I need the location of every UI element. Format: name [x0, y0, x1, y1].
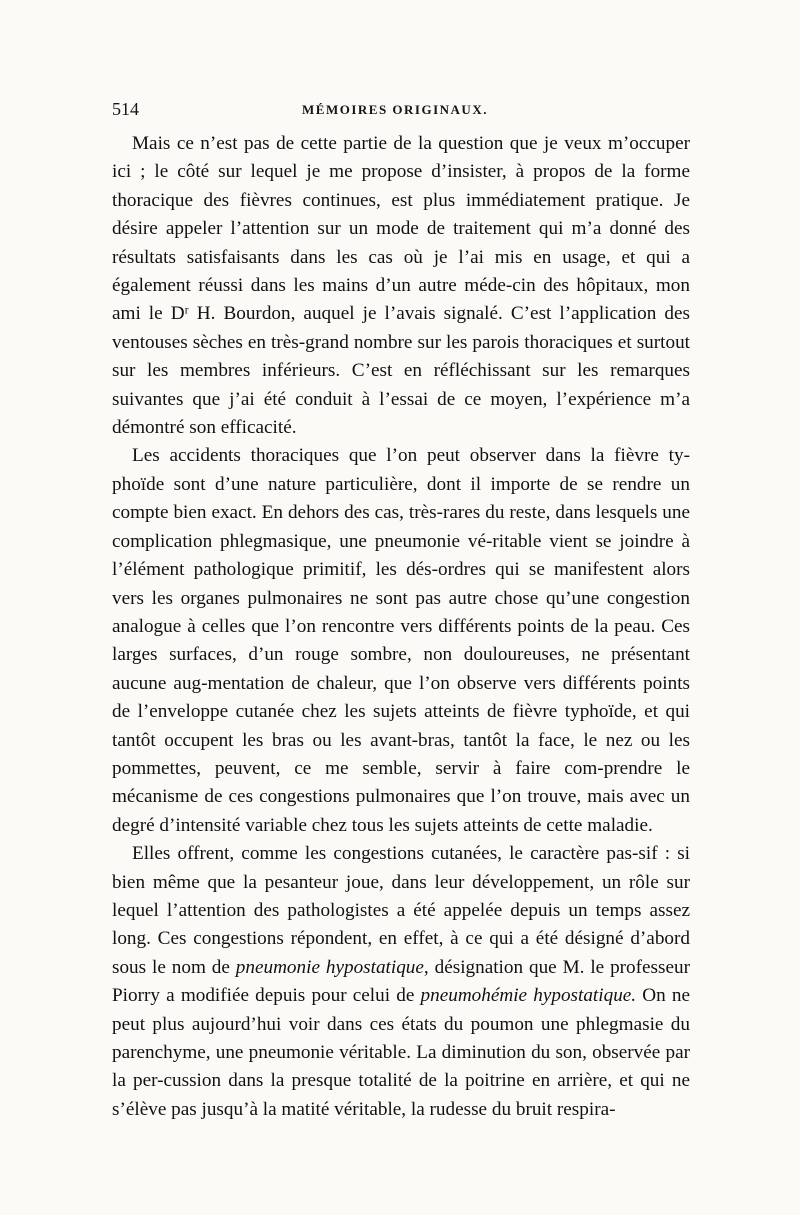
body-text [112, 130, 690, 1124]
paragraph-3-text-b: , désignation que M. le professeur Piorry a modifiée depuis pour celui de [112, 956, 690, 1007]
term-pneumohemie-hypostatique: pneumohémie hypostatique. [420, 985, 637, 1007]
term-pneumonie-hypostatique: pneumonie hypostatique [235, 956, 424, 978]
running-title: MÉMOIRES ORIGINAUX. [302, 102, 488, 117]
page-header [112, 97, 690, 127]
paragraph-2: Les accidents thoraciques que l’on peut observer dans la fièvre ty-phoïde sont d’une nature particulière, dont il importe de se rendre un compte bien exact. En dehors des cas, très-rares du reste, dans lesquels une complication phlegmasique, une pneumonie vé-ritable vient se joindre à l’élément pathologique primitif, les dés-ordres qui se manifestent alors vers les organes pulmonaires ne sont pas autre chose qu’une congestion analogue à celles que l’on rencontre vers différents points de la peau. Ces larges surfaces, d’un rouge sombre, non douloureuses, ne présentant aucune aug-mentation de chaleur, que l’on observe vers différents points de l’enveloppe cutanée chez les sujets atteints de fièvre typhoïde, et qui tantôt occupent les bras ou les avant-bras, tantôt la face, le nez ou les pommettes, peuvent, ce me semble, servir à faire com-prendre le mécanisme de ces congestions pulmonaires que l’on trouve, mais avec un degré d’intensité variable chez tous les sujets atteints de cette maladie. [112, 445, 690, 836]
paragraph-3-text-c: On ne peut plus aujourd’hui voir dans ces états du poumon une phlegmasie du parenchyme, une pneumonie véritable. La diminution du son, observée par la per-cussion dans la presque totalité de la poitrine en arrière, et qui ne s’élève pas jusqu’à la matité véritable, la rudesse du bruit respira- [112, 985, 691, 1120]
paragraph-3-text-a: Elles offrent, comme les congestions cutanées, le caractère pas-sif : si bien même que la pesanteur joue, dans leur développement, un rôle sur lequel l’attention des pathologistes a été appelée depuis un temps assez long. Ces congestions répondent, en effet, à ce qui a été désigné d’abord sous le nom de [112, 843, 690, 978]
paragraph-3 [112, 840, 690, 1124]
paragraph-1: Mais ce n’est pas de cette partie de la question que je veux m’occuper ici ; le côté sur lequel je me propose d’insister, à propos de la forme thoracique des fièvres continues, est plus immédiatement pratique. Je désire appeler l’attention sur un mode de traitement qui m’a donné des résultats satisfaisants dans les cas où je l’ai mis en usage, et qui a également réussi dans les mains d’un autre méde-cin des hôpitaux, mon ami le Dʳ H. Bourdon, auquel je l’avais signalé. C’est l’application des ventouses sèches en très-grand nombre sur les parois thoraciques et surtout sur les membres inférieurs. C’est en réfléchissant sur les remarques suivantes que j’ai été conduit à l’essai de ce moyen, l’expérience m’a démontré son efficacité. [112, 133, 690, 439]
page-number: 514 [112, 99, 139, 119]
